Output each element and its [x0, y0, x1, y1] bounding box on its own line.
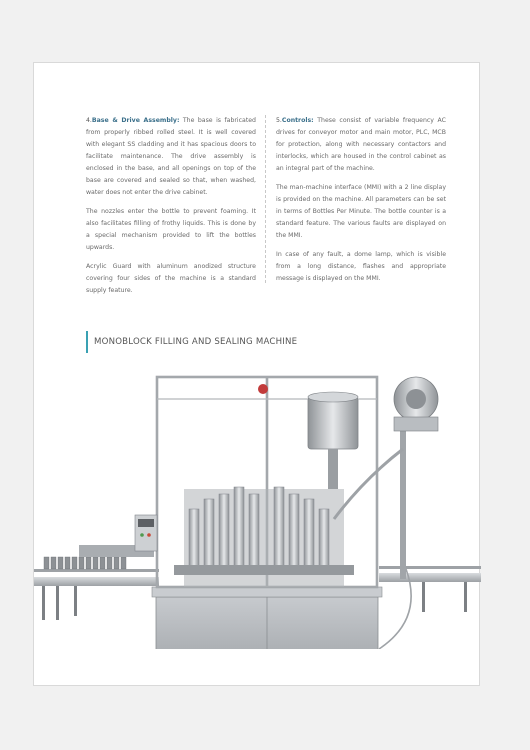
paragraph-number: 4. — [86, 117, 92, 124]
outlet-conveyor — [379, 573, 481, 582]
paragraph-number: 5. — [276, 117, 282, 124]
mmi-paragraph: The man-machine interface (MMI) with a 2 line display is provided on the machine. All parameters can be set in terms of Bottles Per Minute. The bottle counter is a standard feature. The various faults are displayed on the MMI. — [276, 184, 446, 239]
base-drive-paragraph — [86, 115, 256, 199]
conveyor-rail — [34, 569, 159, 572]
inlet-conveyor — [34, 577, 159, 586]
machine-illustration — [34, 369, 481, 649]
dome-lamp — [258, 384, 268, 394]
controls-heading: Controls: — [281, 117, 314, 124]
mmi-display — [138, 519, 154, 527]
brochure-page — [33, 62, 480, 686]
section-accent-bar — [86, 331, 88, 353]
product-tank — [308, 397, 358, 449]
fault-lamp-paragraph: In case of any fault, a dome lamp, which is visible from a long distance, flashes and appropriate message is displayed on the MMI. — [276, 251, 446, 282]
bottle-row — [44, 557, 126, 569]
cap-chute — [334, 449, 403, 519]
section-title: MONOBLOCK FILLING AND SEALING MACHINE — [94, 337, 298, 347]
outlet-rail — [379, 566, 481, 569]
conveyor-legs — [42, 586, 77, 620]
acrylic-guard-paragraph: Acrylic Guard with aluminum anodized structure covering four sides of the machine is a standard supply feature. — [86, 263, 256, 294]
column-divider — [265, 115, 266, 283]
right-text-column — [276, 115, 446, 292]
base-drive-body: The base is fabricated from properly ribbed rolled steel. It is well covered with elegant SS cladding and it has spacious doors to facilitate maintenance. The drive assembly is enclosed in the base, and all openings on top of the base are covered and sealed so that, when washed, water does not enter the drive cabinet. — [86, 117, 256, 196]
nozzles-paragraph: The nozzles enter the bottle to prevent foaming. It also facilitates filling of frothy liquids. This is done by a special mechanism provided to lift the bottles upwards. — [86, 208, 256, 251]
controls-paragraph — [276, 115, 446, 175]
star-wheel — [174, 565, 354, 575]
table-top — [152, 587, 382, 597]
filling-valves — [189, 487, 329, 569]
controls-body: These consist of variable frequency AC drives for conveyor motor and main motor, PLC, MCB for protection, along with necessary contactors and interlocks, which are housed in the control cabinet as an integral part of the machine. — [276, 117, 446, 172]
left-text-column — [86, 115, 256, 304]
base-drive-heading: Base & Drive Assembly: — [91, 117, 180, 124]
